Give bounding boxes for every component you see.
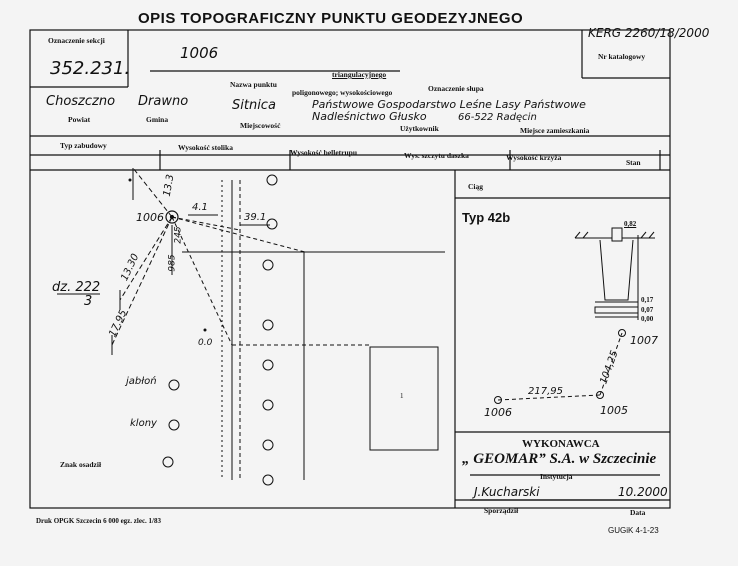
- surveyor-name: J.Kucharski: [474, 485, 540, 499]
- gmina-label: Gmina: [146, 115, 169, 124]
- parcel-sub: 3: [84, 294, 93, 309]
- traverse-point-1006: 1006: [484, 406, 512, 419]
- point-type-line2: poligonowego; wysokościowego: [292, 88, 393, 97]
- dist-east: 4.1: [192, 202, 208, 213]
- zero-mark: 0.0: [198, 338, 213, 348]
- dist-south2: 985: [167, 254, 178, 272]
- point-name-label: Nazwa punktu: [230, 80, 277, 89]
- contractor-company: „ GEOMAR” S.A. w Szczecinie: [462, 451, 657, 467]
- traverse-dist-2: 104,25: [598, 349, 621, 386]
- survey-date: 10.2000: [618, 485, 668, 499]
- wysokosc-stolika-label: Wysokość stolika: [178, 143, 233, 152]
- parcel-number: dz. 222: [52, 280, 101, 295]
- gmina-value: Drawno: [138, 94, 189, 109]
- height-2: 0,07: [641, 306, 654, 314]
- dist-east2: 39.1: [244, 212, 267, 223]
- address-value: 66-522 Radęcin: [458, 112, 537, 123]
- pillar-label: Oznaczenie słupa: [428, 84, 484, 93]
- stan-label: Stan: [626, 158, 641, 167]
- sporzadzil-label: Sporządził: [484, 506, 519, 515]
- traverse-dist-1: 217,95: [528, 386, 563, 397]
- wysokosc-belletrupu-label: Wysokość belletrupu: [290, 148, 358, 157]
- typ-zabudowy-label: Typ zabudowy: [60, 141, 107, 150]
- date-label: Data: [630, 508, 646, 517]
- uzytkownik-line1: Państwowe Gospodarstwo Leśne Lasy Państwowe: [312, 98, 586, 111]
- institution-label: Instytucja: [540, 472, 573, 481]
- traverse-point-1005: 1005: [600, 404, 628, 417]
- uzytkownik-line2: Nadleśnictwo Głusko: [312, 110, 427, 123]
- dist-sw2: 17.95: [107, 308, 130, 339]
- tree-label-klony: klony: [130, 418, 157, 429]
- catalog-label: Nr katalogowy: [598, 52, 646, 61]
- footer-print-info: Druk OPGK Szczecin 6 000 egz. zlec. 1/83: [36, 517, 161, 525]
- monument-type: Typ 42b: [462, 210, 511, 225]
- miejscowosc-value: Sitnica: [232, 98, 276, 113]
- traverse-point-1007: 1007: [630, 334, 658, 347]
- point-number: 1006: [180, 44, 219, 62]
- form-title: OPIS TOPOGRAFICZNY PUNKTU GEODEZYJNEGO: [138, 10, 524, 27]
- wysokosc-krzyza-label: Wysokość krzyża: [506, 153, 562, 162]
- powiat-label: Powiat: [68, 115, 91, 124]
- tree-label-jablon: jabłoń: [126, 376, 157, 387]
- building-mark: 1: [400, 392, 404, 400]
- ciag-label: Ciąg: [468, 182, 483, 191]
- dist-north: 13.3: [161, 173, 177, 198]
- point-type-line1: triangulacyjnego: [332, 70, 387, 79]
- marker-label: Znak osadził: [60, 460, 102, 469]
- reference-number: KERG 2260/18/2000: [588, 26, 710, 40]
- sheet-value: 352.231.: [50, 58, 131, 79]
- height-3: 0,00: [641, 315, 654, 323]
- footer-form-code: GUGiK 4-1-23: [608, 526, 659, 535]
- miejsce-label: Miejsce zamieszkania: [520, 126, 590, 135]
- height-1: 0,17: [641, 296, 654, 304]
- miejscowosc-label: Miejscowość: [240, 121, 281, 130]
- sheet-label: Oznaczenie sekcji: [48, 36, 105, 45]
- contractor-heading: WYKONAWCA: [522, 438, 600, 450]
- building: [370, 347, 438, 450]
- sketch-point-label: 1006: [136, 211, 164, 224]
- powiat-value: Choszczno: [46, 94, 116, 109]
- dist-south1: 245: [173, 226, 184, 244]
- uzytkownik-label: Użytkownik: [400, 124, 439, 133]
- height-top: 0,82: [624, 220, 637, 228]
- wys-szczytu-label: Wys. szczytu daszka: [404, 151, 469, 160]
- dist-sw: 13.30: [119, 252, 142, 283]
